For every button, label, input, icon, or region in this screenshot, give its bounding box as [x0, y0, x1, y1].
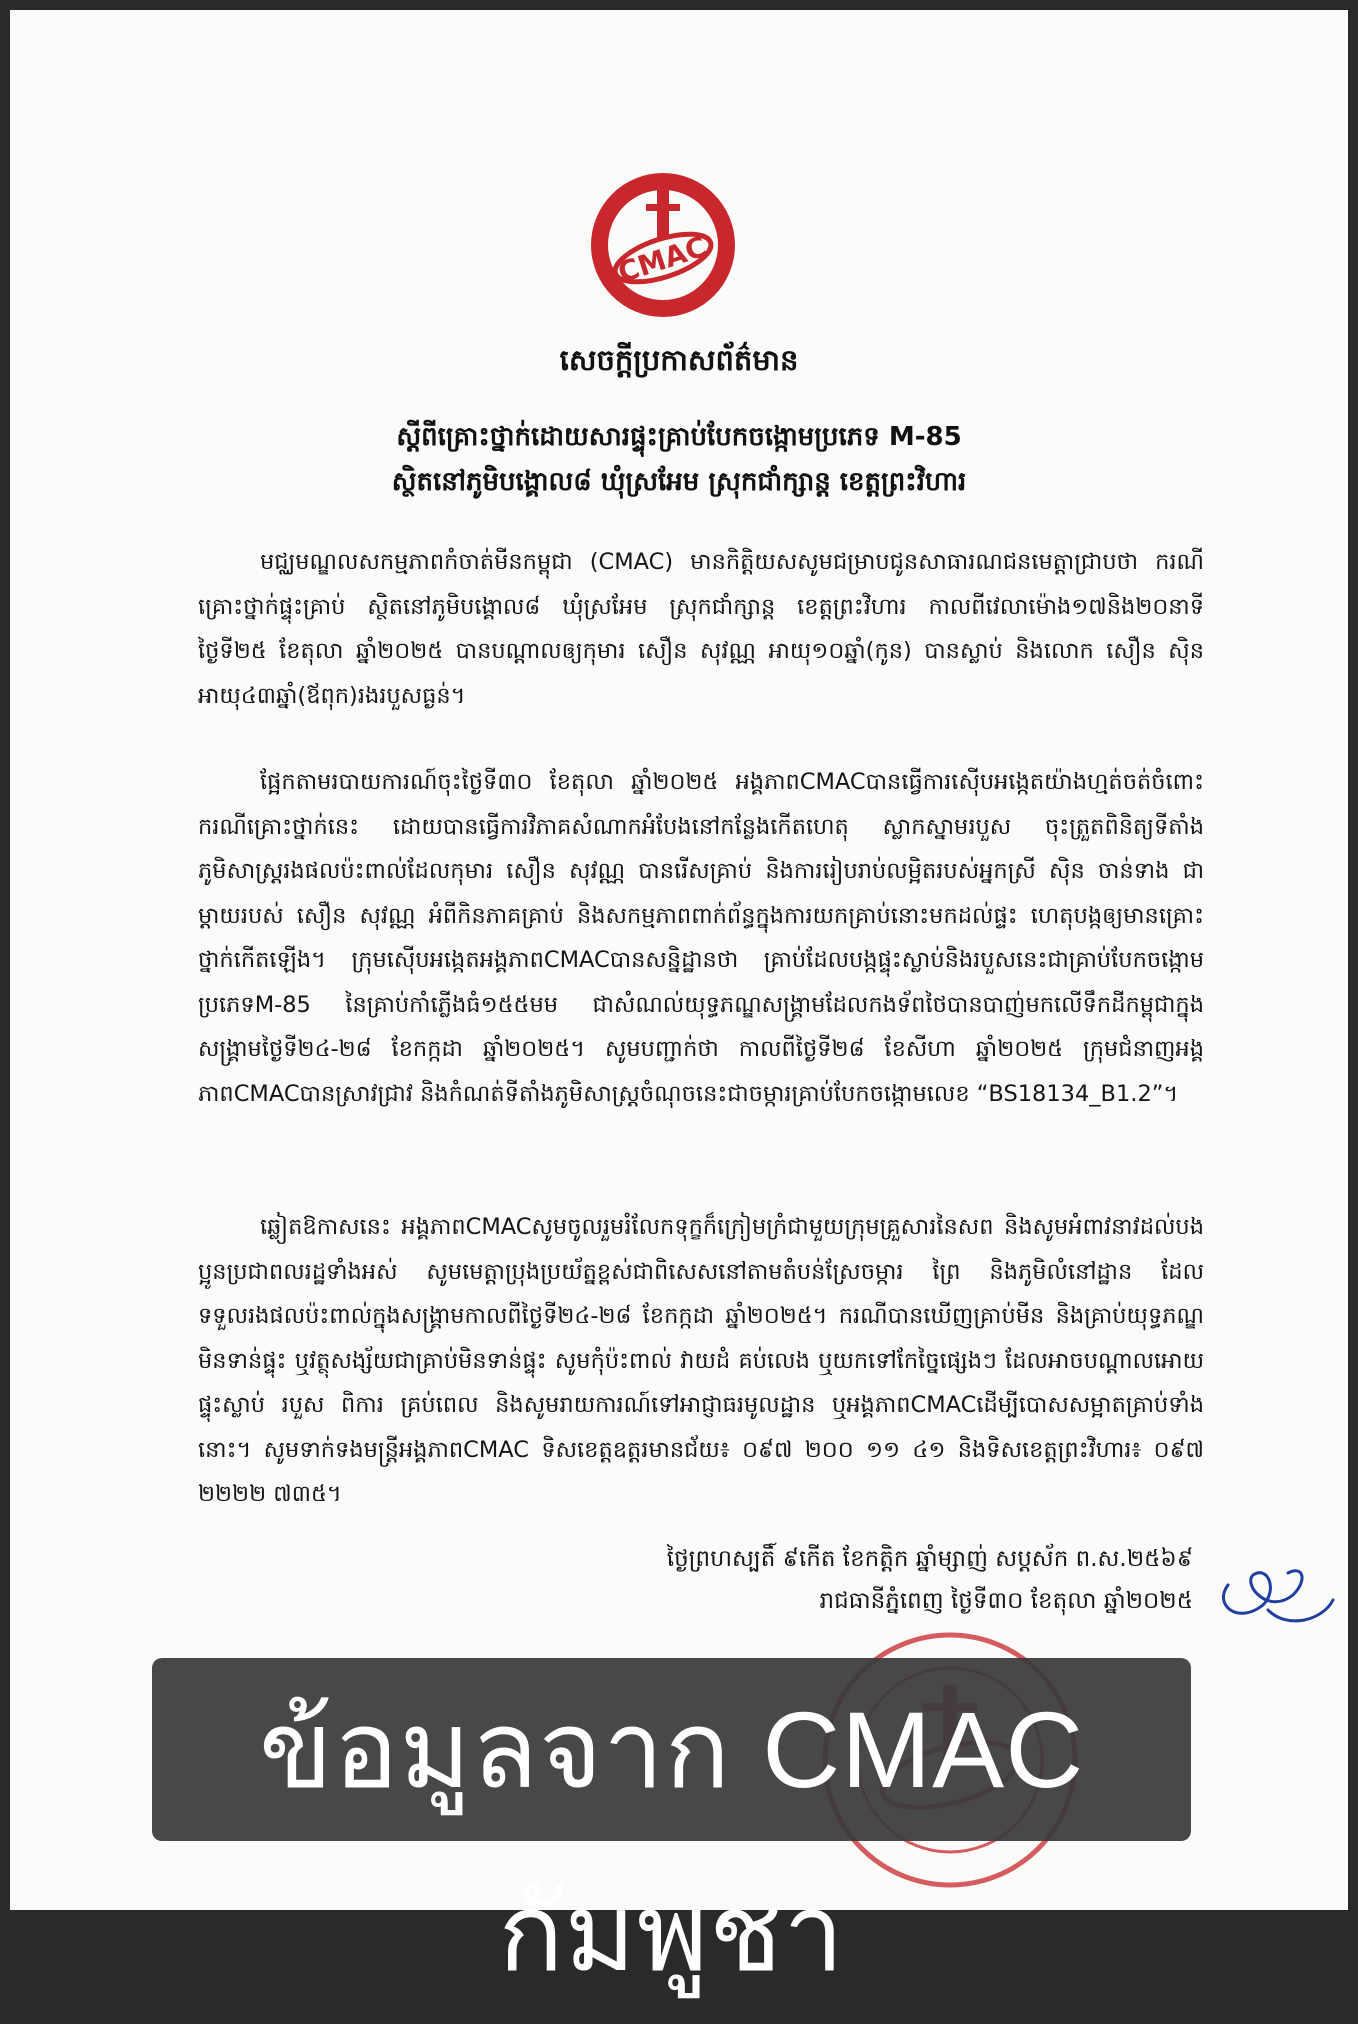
- signature-icon: [1208, 1545, 1338, 1635]
- document-title: សេចក្តីប្រកាសព័ត៌មាន: [559, 343, 799, 377]
- lunar-date: ថ្ងៃព្រហស្បតិ៍ ៩កើត ខែកត្តិក ឆ្នាំម្សាញ់ សប្តស័ក ព.ស.២៥៦៩: [666, 1546, 1193, 1572]
- document-location: ស្ថិតនៅភូមិបង្គោល៨ ឃុំស្រអែម ស្រុកជាំក្សាន្ត ខេត្តព្រះវិហារ: [391, 467, 967, 497]
- document-subtitle: ស្តីពីគ្រោះថ្នាក់ដោយសារផ្ទុះគ្រាប់បែកចង្កោមប្រភេទ M-85: [396, 422, 962, 452]
- paragraph-appeal: ឆ្លៀតឱកាសនេះ អង្គភាពCMACសូមចូលរួមរំលែកទុក្ខក៏ក្រៀមក្រំជាមួយក្រុមគ្រួសារនៃសព និងសូមអំពាវនាវដល់បងប្អូនប្រជាពលរដ្ឋទាំងអស់ សូមមេត្តាប្រុងប្រយ័ត្នខ្ពស់ជាពិសេសនៅតាមតំបន់ស្រែចម្ការ ព្រៃ និងភូមិលំនៅដ្ឋាន ដែលទទួលរងផលប៉ះពាល់ក្នុងសង្គ្រាមកាលពីថ្ងៃទី២៤-២៨ ខែកក្កដា ឆ្នាំ២០២៥។ ករណីបានឃើញគ្រាប់មីន និងគ្រាប់យុទ្ធភណ្ឌមិនទាន់ផ្ទុះ ឬវត្ថុសង្ស័យជាគ្រាប់មិនទាន់ផ្ទុះ សូមកុំប៉ះពាល់ វាយដំ គប់លេង ឬយកទៅកែច្នៃផ្សេងៗ ដែលអាចបណ្តាលអោយផ្ទុះស្លាប់ របួស ពិការ គ្រប់ពេល និងសូមរាយការណ៍ទៅអាជ្ញាធរមូលដ្ឋាន ឬអង្គភាពCMACដើម្បីបោសសម្អាតគ្រាប់ទាំងនោះ។ សូមទាក់ទងមន្ត្រីអង្គភាពCMAC ទិសខេត្តឧត្តរមានជ័យ៖ ០៩៧ ២០០ ១១ ៤១ និងទិសខេត្តព្រះវិហារ៖ ០៩៧ ២២២២ ៧៣៥។: [198, 1214, 1204, 1507]
- svg-text:CMAC: CMAC: [614, 229, 711, 290]
- caption-overlay: ข้อมูลจาก CMAC กัมพูชา: [152, 1658, 1191, 1841]
- press-release-page: [10, 10, 1348, 1910]
- paragraph-investigation: ផ្អែកតាមរបាយការណ៍ចុះថ្ងៃទី៣០ ខែតុលា ឆ្នាំ២០២៥ អង្គភាពCMACបានធ្វើការស៊ើបអង្កេតយ៉ាងហ្មត់ចត់ចំពោះករណីគ្រោះថ្នាក់នេះ ដោយបានធ្វើការវិភាគសំណាកអំបែងនៅកន្លែងកើតហេតុ ស្លាកស្នាមរបួស ចុះត្រួតពិនិត្យទីតាំងភូមិសាស្ត្ររងផលប៉ះពាល់ដែលកុមារ សឿន សុវណ្ណ បានរើសគ្រាប់ និងការរៀបរាប់លម្អិតរបស់អ្នកស្រី ស៊ិន ចាន់ទាង ជាម្តាយរបស់ សឿន សុវណ្ណ អំពីកិនភាគគ្រាប់ និងសកម្មភាពពាក់ព័ន្ធក្នុងការយកគ្រាប់នោះមកដល់ផ្ទះ ហេតុបង្កឲ្យមានគ្រោះថ្នាក់កើតឡើង។ ក្រុមស៊ើបអង្កេតអង្គភាពCMACបានសន្និដ្ឋានថា គ្រាប់ដែលបង្កផ្ទុះស្លាប់និងរបួសនេះជាគ្រាប់បែកចង្កោមប្រភេទM-85 នៃគ្រាប់កាំភ្លើងធំ១៥៥មម ជាសំណល់យុទ្ធភណ្ឌសង្គ្រាមដែលកងទ័ពថៃបានបាញ់មកលើទឹកដីកម្ពុជាក្នុងសង្គ្រាមថ្ងៃទី២៤-២៨ ខែកក្កដា ឆ្នាំ២០២៥។ សូមបញ្ជាក់ថា កាលពីថ្ងៃទី២៨ ខែសីហា ឆ្នាំ២០២៥ ក្រុមជំនាញអង្គភាពCMACបានស្រាវជ្រាវ និងកំណត់ទីតាំងភូមិសាស្ត្រចំណុចនេះជាចម្ការគ្រាប់បែកចង្កោមលេខ “BS18134_B1.2”។: [198, 769, 1204, 1107]
- paragraph-incident: មជ្ឈមណ្ឌលសកម្មភាពកំចាត់មីនកម្ពុជា (CMAC) មានកិត្តិយសសូមជម្រាបជូនសាធារណជនមេត្តាជ្រាបថា ករណីគ្រោះថ្នាក់ផ្ទុះគ្រាប់ ស្ថិតនៅភូមិបង្គោល៨ ឃុំស្រអែម ស្រុកជាំក្សាន្ត ខេត្តព្រះវិហារ កាលពីវេលាម៉ោង១៧និង២០នាទី ថ្ងៃទី២៥ ខែតុលា ឆ្នាំ២០២៥ បានបណ្តាលឲ្យកុមារ សឿន សុវណ្ណ អាយុ១០ឆ្នាំ(កូន) បានស្លាប់ និងលោក សឿន ស៊ិន អាយុ៤៣ឆ្នាំ(ឪពុក)រងរបួសធ្ងន់។: [198, 549, 1204, 709]
- solar-date: រាជធានីភ្នំពេញ ថ្ងៃទី៣០ ខែតុលា ឆ្នាំ២០២៥: [819, 1588, 1193, 1614]
- cmac-logo-icon: [588, 170, 738, 320]
